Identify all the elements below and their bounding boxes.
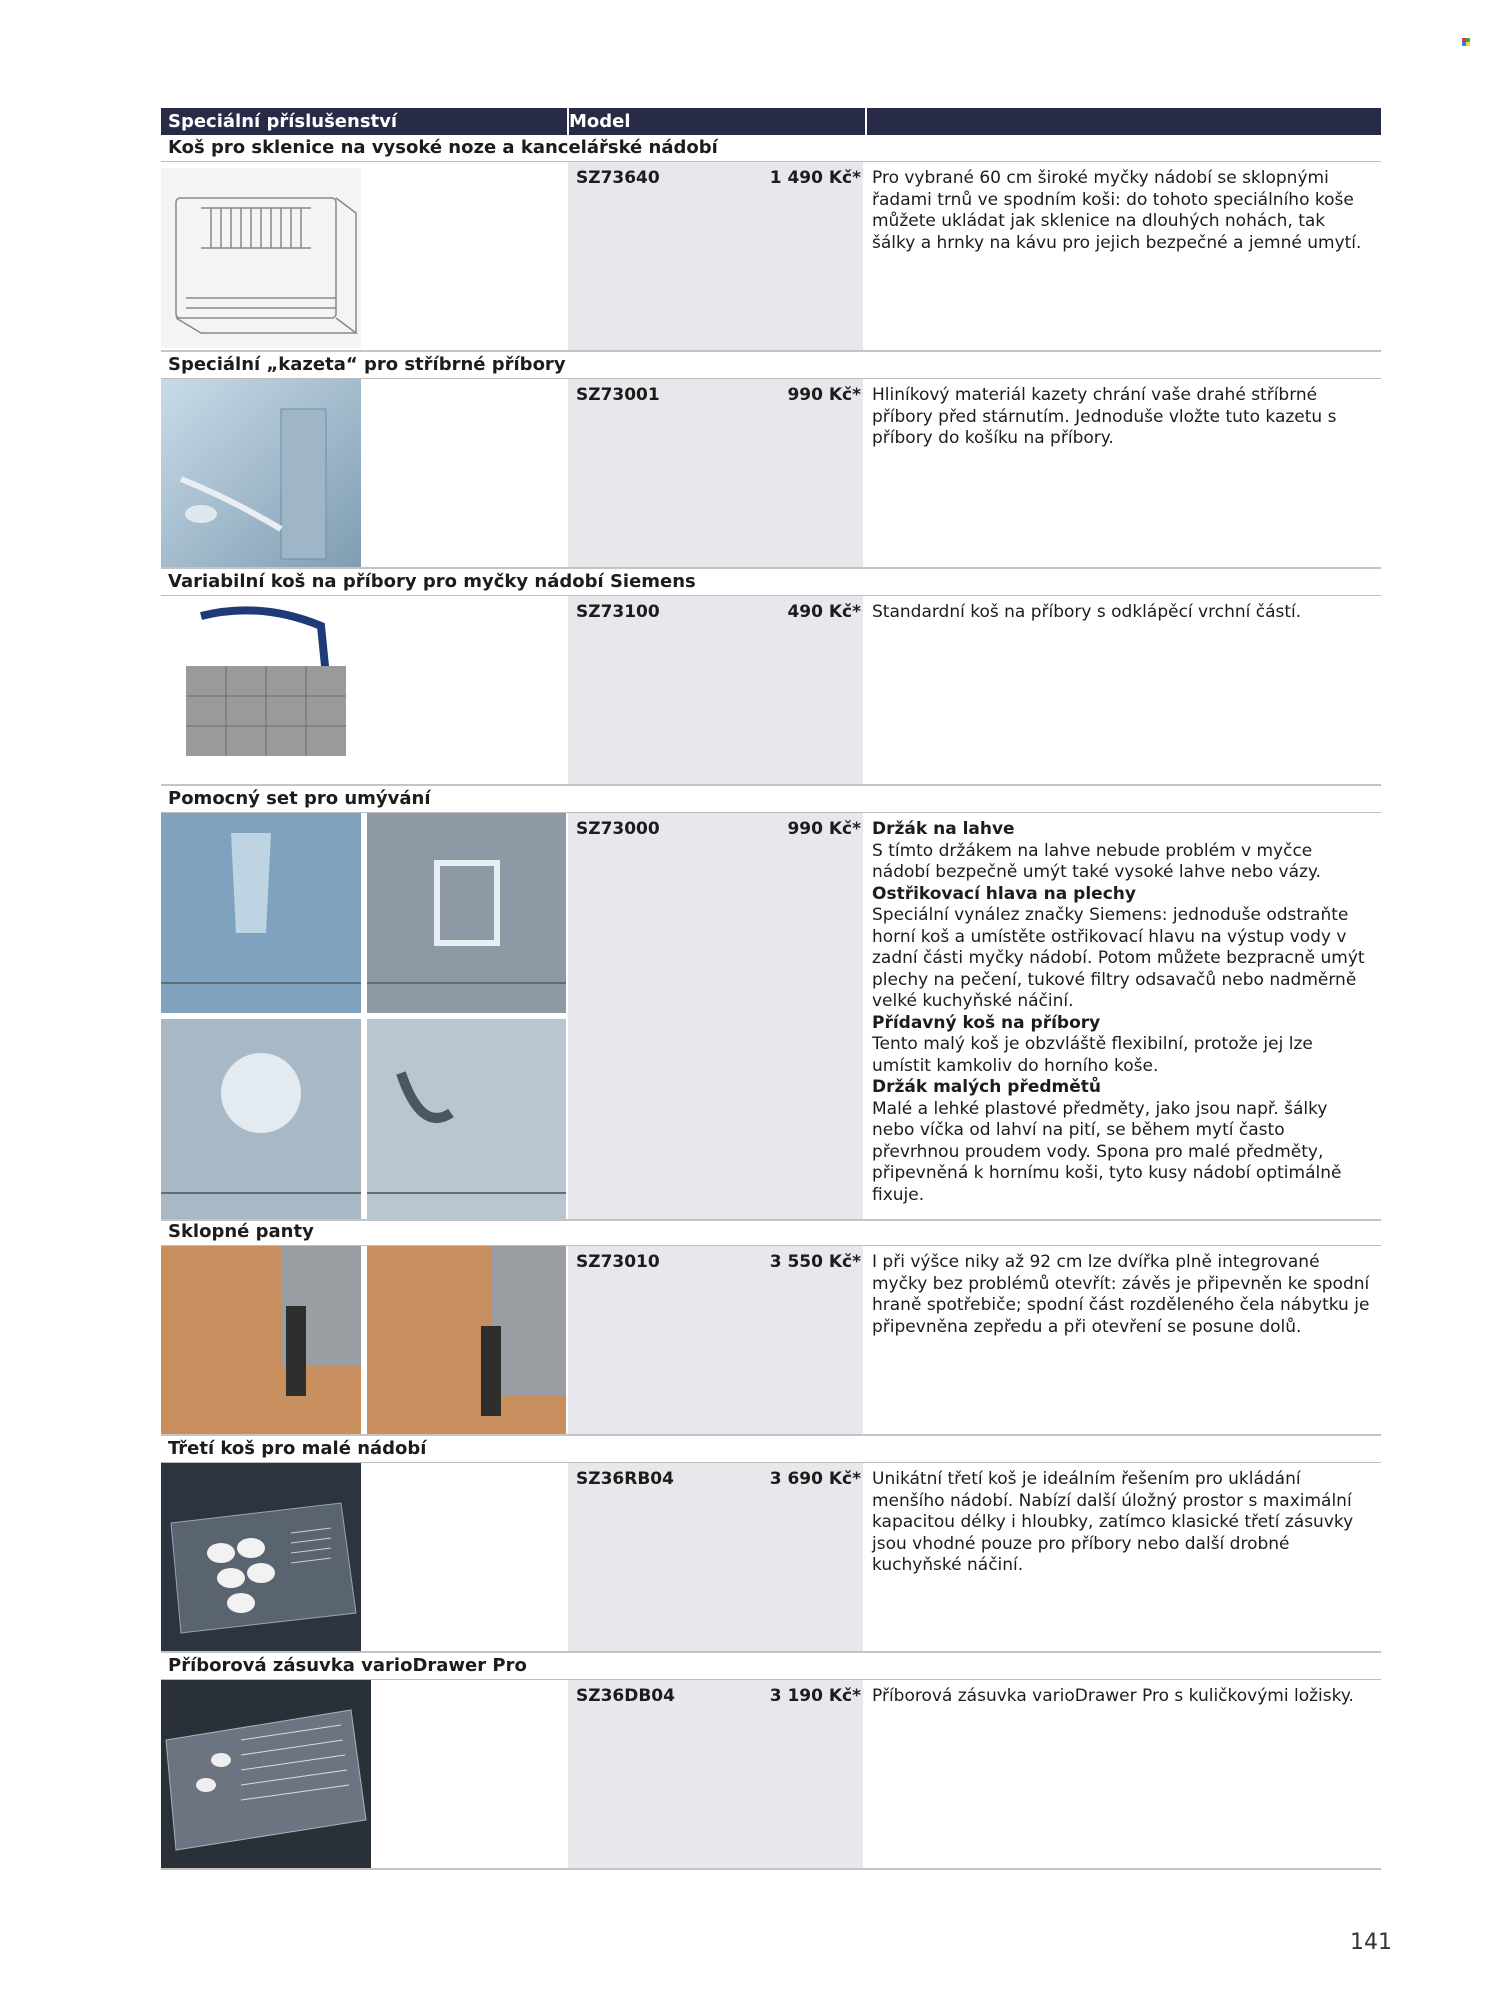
feature-heading: Držák malých předmětů: [872, 1077, 1102, 1097]
page-number: 141: [1350, 1930, 1392, 1955]
section-washing-set: [161, 786, 1381, 1219]
section-title: Sklopné panty: [161, 1219, 1381, 1246]
accessories-table: [161, 108, 1381, 1870]
price: 490 Kč*: [787, 602, 861, 622]
feature-heading: Ostřikovací hlava na plechy: [872, 883, 1136, 904]
hinges-image: [161, 1246, 566, 1434]
section-title: Příborová zásuvka varioDrawer Pro: [161, 1653, 1381, 1680]
price: 3 690 Kč*: [769, 1469, 861, 1489]
description: Standardní koš na příbory s odklápěcí vrchní částí.: [872, 602, 1302, 622]
model-number: SZ73000: [576, 819, 660, 839]
section-title: Pomocný set pro umývání: [161, 786, 1381, 813]
section-title: Třetí koš pro malé nádobí: [161, 1436, 1381, 1463]
section-title: Koš pro sklenice na vysoké noze a kancelářské nádobí: [161, 135, 1381, 162]
glass-basket-image: [161, 168, 361, 348]
brand-logo-icon: [1462, 38, 1470, 46]
header-col-model: Model: [569, 111, 631, 132]
model-number: SZ36RB04: [576, 1469, 674, 1489]
vario-drawer-image: [161, 1680, 371, 1868]
section-title: Speciální „kazeta“ pro stříbrné příbory: [161, 352, 1381, 379]
description: Pro vybrané 60 cm široké myčky nádobí se sklopnými řadami trnů ve spodním koši: do tohoto speciálního koše můžete ukládat jak sklenice na dlouhých nohách, tak šálky a hrnky na kávu pro jejich bezpečné a jemné umytí.: [872, 168, 1362, 253]
description: I při výšce niky až 92 cm lze dvířka plně integrované myčky bez problémů otevřít: závěs je připevněn ke spodní hraně spotřebiče; spodní část rozděleného čela nábytku je připevněna zepředu a při otevření se posune dolů.: [872, 1252, 1370, 1337]
price: 1 490 Kč*: [769, 168, 861, 188]
feature-text: S tímto držákem na lahve nebude problém v myčce nádobí bezpečně umýt také vysoké lahve nebo vázy.: [872, 840, 1321, 882]
header-col-accessory: Speciální příslušenství: [168, 111, 398, 132]
description: Hliníkový materiál kazety chrání vaše drahé stříbrné příbory před stárnutím. Jednoduše vložte tuto kazetu s příbory do košíku na příbory.: [872, 385, 1337, 448]
section-hinges: [161, 1219, 1381, 1436]
section-silver-cassette: [161, 352, 1381, 569]
feature-text: Speciální vynález značky Siemens: jednoduše odstraňte horní koš a umístěte ostřikovací hlavu na výstup vody v zadní části myčky nádobí. Potom můžete bezpracně umýt plechy na pečení, tukové filtry odsavačů nebo nadměrně velké kuchyňské náčiní.: [872, 905, 1365, 1011]
model-number: SZ36DB04: [576, 1686, 675, 1706]
silver-cassette-image: [161, 379, 361, 567]
section-vario-drawer: [161, 1653, 1381, 1870]
section-glass-basket: [161, 135, 1381, 352]
price: 3 190 Kč*: [769, 1686, 861, 1706]
price: 990 Kč*: [787, 819, 861, 839]
model-number: SZ73640: [576, 168, 660, 188]
section-cutlery-basket: [161, 569, 1381, 786]
feature-heading: Držák na lahve: [872, 819, 1015, 839]
model-number: SZ73010: [576, 1252, 660, 1272]
description: Příborová zásuvka varioDrawer Pro s kuličkovými ložisky.: [872, 1686, 1354, 1706]
section-title: Variabilní koš na příbory pro myčky nádobí Siemens: [161, 569, 1381, 596]
price: 3 550 Kč*: [769, 1252, 861, 1272]
feature-heading: Přídavný koš na příbory: [872, 1012, 1101, 1033]
washing-set-images: [161, 813, 566, 1219]
cutlery-basket-image: [161, 596, 361, 784]
table-header: [161, 108, 1381, 135]
feature-text: Malé a lehké plastové předměty, jako jsou např. šálky nebo víčka od lahví na pití, se během mytí často převrhnou proudem vody. Spona pro malé předměty, připevněná k hornímu koši, tyto kusy nádobí optimálně fixuje.: [872, 1098, 1342, 1205]
price: 990 Kč*: [787, 385, 861, 405]
third-basket-image: [161, 1463, 361, 1651]
description: [872, 819, 1372, 1206]
model-number: SZ73100: [576, 602, 660, 622]
section-third-basket: [161, 1436, 1381, 1653]
description: Unikátní třetí koš je ideálním řešením pro ukládání menšího nádobí. Nabízí další úložný prostor s maximální kapacitou délky i hloubky, zatímco klasické třetí zásuvky jsou vhodné pouze pro příbory nebo další drobné kuchyňské náčiní.: [872, 1469, 1354, 1575]
model-number: SZ73001: [576, 385, 660, 405]
feature-text: Tento malý koš je obzvláště flexibilní, protože jej lze umístit kamkoliv do horního koše.: [872, 1034, 1313, 1076]
